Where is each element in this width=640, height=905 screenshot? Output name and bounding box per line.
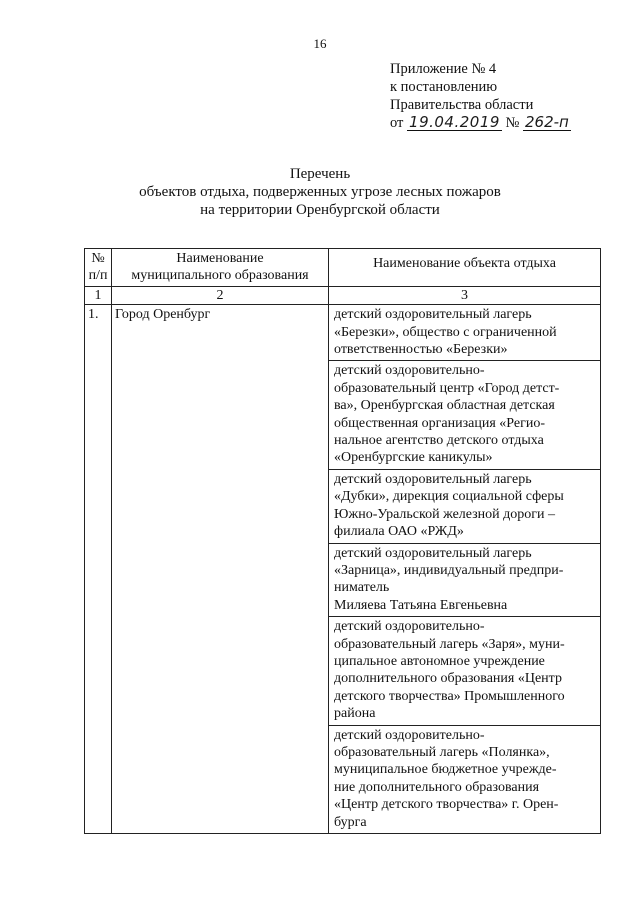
row-recreation-object: детский оздоровительный лагерь «Дубки», дирекция социальной сферы Южно-Уральской железной дороги – филиала ОАО «РЖД» [329,469,601,543]
column-number-row [85,286,601,304]
header-municipality: Наименование муниципального образования [112,249,329,287]
handwritten-number: 262-п [525,113,569,131]
appendix-government: Правительства области [390,97,534,113]
row-index: 1. [85,305,112,834]
title-line-2: объектов отдыха, подверженных угрозе лесных пожаров [139,184,501,200]
title-line-3: на территории Оренбургской области [200,202,440,218]
appendix-resolution: к постановлению [390,79,498,95]
header-object: Наименование объекта отдыха [329,249,601,287]
column-number: 2 [112,286,329,304]
row-recreation-object: детский оздоровительно- образовательный центр «Город детст- ва», Оренбургская областная детская общественная организация «Регио- нальное агентство детского отдыха «Оренбургские каникулы» [329,361,601,469]
row-recreation-object: детский оздоровительный лагерь «Зарница», индивидуальный предпри- ниматель Миляева Татьяна Евгеньевна [329,543,601,617]
number-prefix: № [505,115,520,131]
appendix-block [390,60,630,132]
page-number: 16 [313,36,327,51]
title-line-1: Перечень [289,166,351,182]
table-header-row [85,249,601,287]
appendix-title: Приложение № 4 [390,61,497,77]
row-recreation-object: детский оздоровительный лагерь «Березки», общество с ограниченной ответственностью «Березки» [329,305,601,361]
header-number: № п/п [85,249,112,287]
recreation-objects-table [84,248,601,834]
appendix-date-line [390,114,630,132]
column-number: 1 [85,286,112,304]
handwritten-date: 19.04.2019 [409,113,500,131]
table-row [85,305,601,361]
row-recreation-object: детский оздоровительно- образовательный лагерь «Полянка», муниципальное бюджетное учрежде- ние дополнительного образования «Центр детского творчества» г. Орен- бурга [329,725,601,833]
column-number: 3 [329,286,601,304]
row-municipality: Город Оренбург [112,305,329,834]
row-recreation-object: детский оздоровительно- образовательный лагерь «Заря», муни- ципальное автономное учреждение дополнительного образования «Центр детского творчества» Промышленного района [329,617,601,725]
date-prefix: от [390,115,404,131]
document-title [0,165,640,219]
